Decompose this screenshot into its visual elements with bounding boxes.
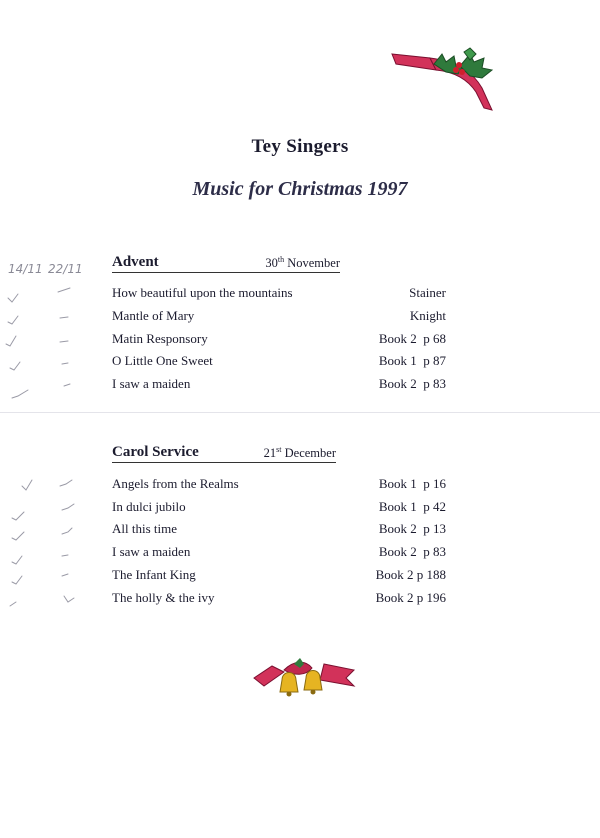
holly-leaf-small [464, 48, 476, 60]
list-item [112, 353, 446, 371]
tick-mark [60, 480, 72, 486]
tick-mark [62, 574, 68, 576]
page-subtitle: Music for Christmas 1997 [192, 178, 408, 200]
tick-mark [12, 512, 24, 520]
list-item [112, 499, 446, 517]
tick-mark [12, 390, 28, 398]
holly-berry [456, 62, 462, 68]
piece-reference: Book 2 p 196 [375, 590, 446, 605]
holly-ribbon-decoration [390, 48, 500, 118]
tick-mark [60, 317, 68, 318]
handwritten-date-1: 14/11 [8, 262, 43, 276]
tick-mark [12, 576, 22, 584]
ribbon-right [320, 664, 354, 686]
section-date: 21st December [263, 445, 336, 460]
piece-title: In dulci jubilo [112, 499, 186, 514]
handwritten-date-2: 22/11 [48, 262, 83, 276]
tick-mark [64, 596, 74, 602]
tick-mark [8, 294, 18, 302]
tick-mark [62, 504, 74, 510]
bell-right [304, 671, 322, 691]
ribbon-left [392, 54, 436, 70]
piece-reference: Book 1 p 16 [378, 476, 446, 491]
holly-berry [459, 69, 465, 75]
list-item [112, 308, 446, 326]
list-item [112, 590, 446, 608]
bell-clapper [287, 692, 292, 697]
piece-reference: Knight [409, 308, 446, 323]
section-title: Carol Service [112, 444, 199, 460]
piece-title: The holly & the ivy [112, 590, 215, 605]
piece-reference: Stainer [409, 285, 446, 300]
section-title: Advent [112, 254, 159, 270]
list-item [112, 521, 446, 539]
tick-mark [60, 341, 68, 342]
ribbon-left [254, 666, 284, 686]
tick-mark [64, 384, 70, 386]
piece-title: O Little One Sweet [112, 353, 213, 368]
tick-mark [10, 602, 16, 606]
tick-mark [12, 532, 24, 540]
bells-ribbon-decoration [254, 656, 354, 700]
piece-reference: Book 2 p 13 [378, 521, 446, 536]
tick-mark [62, 528, 72, 534]
piece-title: How beautiful upon the mountains [112, 285, 293, 300]
piece-title: Matin Responsory [112, 331, 208, 346]
tick-mark [22, 480, 32, 490]
bell-left [280, 673, 298, 693]
piece-reference: Book 2 p 83 [378, 376, 446, 391]
tick-mark [62, 555, 68, 556]
tick-mark [62, 363, 68, 364]
list-item [112, 331, 446, 349]
piece-title: All this time [112, 521, 177, 536]
tick-mark [12, 556, 22, 564]
piece-title: I saw a maiden [112, 544, 191, 559]
list-item [112, 376, 446, 394]
list-item [112, 476, 446, 494]
handwritten-tick-marks [0, 280, 90, 620]
section-heading-carol-service [112, 442, 336, 463]
list-item [112, 544, 446, 562]
piece-title: Angels from the Realms [112, 476, 239, 491]
piece-reference: Book 2 p 188 [375, 567, 446, 582]
section-heading-advent [112, 252, 340, 273]
tick-mark [6, 336, 16, 346]
list-item [112, 285, 446, 303]
tick-mark [10, 362, 20, 370]
piece-title: The Infant King [112, 567, 196, 582]
piece-title: I saw a maiden [112, 376, 191, 391]
section-date: 30th November [265, 255, 340, 270]
piece-title: Mantle of Mary [112, 308, 195, 323]
page-title: Tey Singers [251, 136, 349, 157]
piece-reference: Book 1 p 42 [378, 499, 446, 514]
piece-reference: Book 2 p 68 [378, 331, 446, 346]
piece-reference: Book 2 p 83 [378, 544, 446, 559]
page-fold-line [0, 412, 600, 413]
list-item [112, 567, 446, 585]
tick-mark [8, 316, 18, 324]
piece-reference: Book 1 p 87 [378, 353, 446, 368]
holly-berry [453, 67, 459, 73]
bell-clapper [311, 690, 316, 695]
tick-mark [58, 288, 70, 292]
